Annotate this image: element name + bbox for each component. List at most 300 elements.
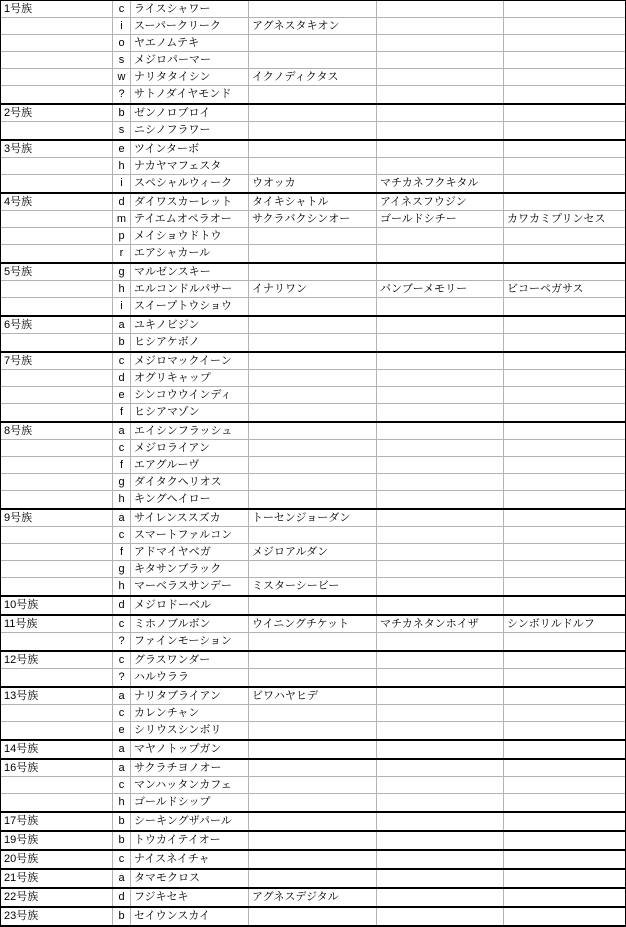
family-cell[interactable]: 21号族: [1, 870, 113, 887]
horse-name-cell[interactable]: [504, 1, 625, 17]
horse-name-cell[interactable]: [377, 741, 504, 758]
family-cell[interactable]: [1, 370, 113, 386]
horse-name-cell[interactable]: ナカヤマフェスタ: [131, 158, 249, 174]
horse-name-cell[interactable]: サクラバクシンオー: [249, 211, 377, 227]
family-cell[interactable]: 2号族: [1, 105, 113, 121]
horse-name-cell[interactable]: [249, 597, 377, 614]
branch-letter-cell[interactable]: c: [113, 705, 131, 721]
horse-name-cell[interactable]: [504, 264, 625, 280]
horse-name-cell[interactable]: [504, 228, 625, 244]
family-cell[interactable]: [1, 228, 113, 244]
horse-name-cell[interactable]: [377, 669, 504, 686]
horse-name-cell[interactable]: トウカイテイオー: [131, 832, 249, 849]
horse-name-cell[interactable]: [504, 35, 625, 51]
horse-name-cell[interactable]: メジロマックイーン: [131, 353, 249, 369]
family-cell[interactable]: [1, 561, 113, 577]
family-cell[interactable]: 6号族: [1, 317, 113, 333]
family-cell[interactable]: [1, 18, 113, 34]
horse-name-cell[interactable]: [504, 353, 625, 369]
horse-name-cell[interactable]: [249, 52, 377, 68]
horse-name-cell[interactable]: [249, 245, 377, 262]
horse-name-cell[interactable]: エアシャカール: [131, 245, 249, 262]
branch-letter-cell[interactable]: e: [113, 141, 131, 157]
horse-name-cell[interactable]: カレンチャン: [131, 705, 249, 721]
family-cell[interactable]: 9号族: [1, 510, 113, 526]
horse-name-cell[interactable]: [249, 561, 377, 577]
branch-letter-cell[interactable]: c: [113, 777, 131, 793]
horse-name-cell[interactable]: [249, 158, 377, 174]
horse-name-cell[interactable]: [504, 688, 625, 704]
horse-name-cell[interactable]: エアグルーヴ: [131, 457, 249, 473]
horse-name-cell[interactable]: [249, 86, 377, 103]
horse-name-cell[interactable]: [504, 317, 625, 333]
family-cell[interactable]: [1, 86, 113, 103]
horse-name-cell[interactable]: ニシノフラワー: [131, 122, 249, 139]
horse-name-cell[interactable]: [249, 669, 377, 686]
branch-letter-cell[interactable]: ?: [113, 633, 131, 650]
horse-name-cell[interactable]: [249, 741, 377, 758]
horse-name-cell[interactable]: [504, 741, 625, 758]
horse-name-cell[interactable]: サクラチヨノオー: [131, 760, 249, 776]
horse-name-cell[interactable]: [249, 722, 377, 739]
horse-name-cell[interactable]: [504, 813, 625, 830]
horse-name-cell[interactable]: [377, 652, 504, 668]
branch-letter-cell[interactable]: c: [113, 851, 131, 868]
branch-letter-cell[interactable]: b: [113, 334, 131, 351]
horse-name-cell[interactable]: [249, 491, 377, 508]
horse-name-cell[interactable]: [504, 544, 625, 560]
horse-name-cell[interactable]: [377, 851, 504, 868]
branch-letter-cell[interactable]: a: [113, 510, 131, 526]
branch-letter-cell[interactable]: b: [113, 908, 131, 925]
horse-name-cell[interactable]: [377, 440, 504, 456]
horse-name-cell[interactable]: [504, 633, 625, 650]
branch-letter-cell[interactable]: f: [113, 544, 131, 560]
horse-name-cell[interactable]: シーキングザパール: [131, 813, 249, 830]
family-cell[interactable]: 4号族: [1, 194, 113, 210]
horse-name-cell[interactable]: [377, 457, 504, 473]
family-cell[interactable]: [1, 578, 113, 595]
horse-name-cell[interactable]: [504, 722, 625, 739]
family-cell[interactable]: [1, 491, 113, 508]
horse-name-cell[interactable]: オグリキャップ: [131, 370, 249, 386]
horse-name-cell[interactable]: [249, 228, 377, 244]
horse-name-cell[interactable]: [249, 813, 377, 830]
horse-name-cell[interactable]: [377, 760, 504, 776]
horse-name-cell[interactable]: [504, 597, 625, 614]
horse-name-cell[interactable]: [504, 440, 625, 456]
horse-name-cell[interactable]: ヤエノムテキ: [131, 35, 249, 51]
family-cell[interactable]: 22号族: [1, 889, 113, 906]
horse-name-cell[interactable]: マルゼンスキー: [131, 264, 249, 280]
horse-name-cell[interactable]: [377, 122, 504, 139]
horse-name-cell[interactable]: [249, 1, 377, 17]
horse-name-cell[interactable]: [249, 35, 377, 51]
horse-name-cell[interactable]: [377, 298, 504, 315]
horse-name-cell[interactable]: [249, 334, 377, 351]
horse-name-cell[interactable]: [504, 404, 625, 421]
horse-name-cell[interactable]: [377, 404, 504, 421]
horse-name-cell[interactable]: [377, 722, 504, 739]
family-cell[interactable]: [1, 777, 113, 793]
horse-name-cell[interactable]: [377, 353, 504, 369]
horse-name-cell[interactable]: [504, 175, 625, 192]
horse-name-cell[interactable]: [504, 86, 625, 103]
horse-name-cell[interactable]: [377, 264, 504, 280]
horse-name-cell[interactable]: [377, 69, 504, 85]
horse-name-cell[interactable]: ビコーペガサス: [507, 283, 584, 295]
horse-name-cell[interactable]: [504, 777, 625, 793]
branch-letter-cell[interactable]: i: [113, 298, 131, 315]
horse-name-cell[interactable]: エイシンフラッシュ: [131, 423, 249, 439]
horse-name-cell[interactable]: ツインターボ: [131, 141, 249, 157]
horse-name-cell[interactable]: ミスターシービー: [249, 578, 377, 595]
branch-letter-cell[interactable]: e: [113, 722, 131, 739]
horse-name-cell[interactable]: [377, 1, 504, 17]
horse-name-cell[interactable]: [504, 245, 625, 262]
horse-name-cell[interactable]: ダイワスカーレット: [131, 194, 249, 210]
branch-letter-cell[interactable]: a: [113, 317, 131, 333]
branch-letter-cell[interactable]: d: [113, 889, 131, 906]
family-cell[interactable]: 14号族: [1, 741, 113, 758]
horse-name-cell[interactable]: [249, 760, 377, 776]
horse-name-cell[interactable]: サイレンススズカ: [131, 510, 249, 526]
horse-name-cell[interactable]: [504, 474, 625, 490]
horse-name-cell[interactable]: ナリタブライアン: [131, 688, 249, 704]
horse-name-cell[interactable]: [377, 813, 504, 830]
horse-name-cell[interactable]: [377, 832, 504, 849]
branch-letter-cell[interactable]: h: [113, 491, 131, 508]
horse-name-cell[interactable]: [504, 870, 625, 887]
branch-letter-cell[interactable]: i: [113, 18, 131, 34]
horse-name-cell[interactable]: [504, 669, 625, 686]
horse-name-cell[interactable]: [377, 474, 504, 490]
horse-name-cell[interactable]: [249, 474, 377, 490]
horse-name-cell[interactable]: [504, 510, 625, 526]
horse-name-cell[interactable]: [377, 491, 504, 508]
horse-name-cell[interactable]: [377, 423, 504, 439]
family-cell[interactable]: [1, 705, 113, 721]
family-cell[interactable]: [1, 298, 113, 315]
horse-name-cell[interactable]: ゴールドシチー: [377, 211, 504, 227]
branch-letter-cell[interactable]: g: [113, 474, 131, 490]
horse-name-cell[interactable]: [377, 908, 504, 925]
horse-name-cell[interactable]: [249, 423, 377, 439]
family-cell[interactable]: 23号族: [1, 908, 113, 925]
horse-name-cell[interactable]: [249, 794, 377, 811]
branch-letter-cell[interactable]: c: [113, 440, 131, 456]
horse-name-cell[interactable]: [504, 652, 625, 668]
horse-name-cell[interactable]: [377, 387, 504, 403]
branch-letter-cell[interactable]: p: [113, 228, 131, 244]
horse-name-cell[interactable]: [504, 908, 625, 925]
family-cell[interactable]: 16号族: [1, 760, 113, 776]
horse-name-cell[interactable]: ナイスネイチャ: [131, 851, 249, 868]
horse-name-cell[interactable]: [377, 777, 504, 793]
horse-name-cell[interactable]: [504, 387, 625, 403]
horse-name-cell[interactable]: [377, 688, 504, 704]
horse-name-cell[interactable]: [377, 245, 504, 262]
horse-name-cell[interactable]: [377, 370, 504, 386]
family-cell[interactable]: [1, 387, 113, 403]
family-cell[interactable]: [1, 440, 113, 456]
branch-letter-cell[interactable]: r: [113, 245, 131, 262]
horse-name-cell[interactable]: サトノダイヤモンド: [131, 86, 249, 103]
branch-letter-cell[interactable]: c: [113, 353, 131, 369]
branch-letter-cell[interactable]: g: [113, 264, 131, 280]
horse-name-cell[interactable]: ライスシャワー: [131, 1, 249, 17]
horse-name-cell[interactable]: メイショウドトウ: [131, 228, 249, 244]
branch-letter-cell[interactable]: g: [113, 561, 131, 577]
branch-letter-cell[interactable]: m: [113, 211, 131, 227]
horse-name-cell[interactable]: スペシャルウィーク: [131, 175, 249, 192]
branch-letter-cell[interactable]: c: [113, 527, 131, 543]
horse-name-cell[interactable]: テイエムオペラオー: [131, 211, 249, 227]
horse-name-cell[interactable]: [377, 35, 504, 51]
horse-name-cell[interactable]: アドマイヤベガ: [131, 544, 249, 560]
horse-name-cell[interactable]: [249, 141, 377, 157]
branch-letter-cell[interactable]: a: [113, 688, 131, 704]
horse-name-cell[interactable]: [377, 705, 504, 721]
horse-name-cell[interactable]: [504, 52, 625, 68]
horse-name-cell[interactable]: [377, 527, 504, 543]
horse-name-cell[interactable]: トーセンジョーダン: [249, 510, 377, 526]
horse-name-cell[interactable]: ビワハヤヒデ: [249, 688, 377, 704]
horse-name-cell[interactable]: [249, 705, 377, 721]
branch-letter-cell[interactable]: c: [113, 652, 131, 668]
horse-name-cell[interactable]: ゴールドシップ: [131, 794, 249, 811]
branch-letter-cell[interactable]: h: [113, 794, 131, 811]
family-cell[interactable]: [1, 281, 113, 297]
branch-letter-cell[interactable]: i: [113, 175, 131, 192]
horse-name-cell[interactable]: グラスワンダー: [131, 652, 249, 668]
family-cell[interactable]: [1, 158, 113, 174]
horse-name-cell[interactable]: [504, 457, 625, 473]
branch-letter-cell[interactable]: a: [113, 870, 131, 887]
horse-name-cell[interactable]: マチカネタンホイザ: [377, 616, 504, 632]
horse-name-cell[interactable]: [504, 705, 625, 721]
family-cell[interactable]: [1, 474, 113, 490]
horse-name-cell[interactable]: [249, 387, 377, 403]
horse-name-cell[interactable]: [249, 832, 377, 849]
horse-name-cell[interactable]: フジキセキ: [131, 889, 249, 906]
horse-name-cell[interactable]: ナリタタイシン: [131, 69, 249, 85]
horse-name-cell[interactable]: [377, 141, 504, 157]
horse-name-cell[interactable]: [377, 870, 504, 887]
family-cell[interactable]: [1, 69, 113, 85]
family-cell[interactable]: [1, 669, 113, 686]
family-cell[interactable]: 17号族: [1, 813, 113, 830]
horse-name-cell[interactable]: シリウスシンボリ: [131, 722, 249, 739]
branch-letter-cell[interactable]: b: [113, 813, 131, 830]
horse-name-cell[interactable]: アイネスフウジン: [377, 194, 504, 210]
horse-name-cell[interactable]: [504, 141, 625, 157]
horse-name-cell[interactable]: [504, 527, 625, 543]
horse-name-cell[interactable]: タイキシャトル: [249, 194, 377, 210]
horse-name-cell[interactable]: [377, 334, 504, 351]
family-cell[interactable]: [1, 527, 113, 543]
horse-name-cell[interactable]: [377, 633, 504, 650]
horse-name-cell[interactable]: [249, 298, 377, 315]
branch-letter-cell[interactable]: ?: [113, 86, 131, 103]
horse-name-cell[interactable]: [504, 194, 625, 210]
branch-letter-cell[interactable]: s: [113, 122, 131, 139]
horse-name-cell[interactable]: ウイニングチケット: [249, 616, 377, 632]
horse-name-cell[interactable]: アグネスデジタル: [249, 889, 377, 906]
horse-name-cell[interactable]: カワカミプリンセス: [507, 213, 606, 225]
horse-name-cell[interactable]: エルコンドルパサー: [131, 281, 249, 297]
horse-name-cell[interactable]: イクノディクタス: [249, 69, 377, 85]
horse-name-cell[interactable]: [377, 561, 504, 577]
family-cell[interactable]: 11号族: [1, 616, 113, 632]
horse-name-cell[interactable]: [377, 510, 504, 526]
horse-name-cell[interactable]: [377, 228, 504, 244]
horse-name-cell[interactable]: [377, 889, 504, 906]
horse-name-cell[interactable]: キングヘイロー: [131, 491, 249, 508]
horse-name-cell[interactable]: [377, 597, 504, 614]
horse-name-cell[interactable]: ヒシアケボノ: [131, 334, 249, 351]
horse-name-cell[interactable]: [504, 158, 625, 174]
family-cell[interactable]: [1, 334, 113, 351]
family-cell[interactable]: [1, 52, 113, 68]
horse-name-cell[interactable]: [249, 404, 377, 421]
horse-name-cell[interactable]: [377, 158, 504, 174]
horse-name-cell[interactable]: [504, 794, 625, 811]
horse-name-cell[interactable]: [504, 105, 625, 121]
horse-name-cell[interactable]: [249, 105, 377, 121]
horse-name-cell[interactable]: [249, 633, 377, 650]
horse-name-cell[interactable]: キタサンブラック: [131, 561, 249, 577]
horse-name-cell[interactable]: アグネスタキオン: [249, 18, 377, 34]
horse-name-cell[interactable]: マチカネフクキタル: [377, 175, 504, 192]
horse-name-cell[interactable]: メジロライアン: [131, 440, 249, 456]
horse-name-cell[interactable]: セイウンスカイ: [131, 908, 249, 925]
branch-letter-cell[interactable]: b: [113, 832, 131, 849]
family-cell[interactable]: [1, 245, 113, 262]
family-cell[interactable]: 20号族: [1, 851, 113, 868]
family-cell[interactable]: 12号族: [1, 652, 113, 668]
horse-name-cell[interactable]: スーパークリーク: [131, 18, 249, 34]
horse-name-cell[interactable]: ヒシアマゾン: [131, 404, 249, 421]
horse-name-cell[interactable]: ウオッカ: [249, 175, 377, 192]
horse-name-cell[interactable]: [377, 18, 504, 34]
branch-letter-cell[interactable]: d: [113, 370, 131, 386]
family-cell[interactable]: [1, 722, 113, 739]
horse-name-cell[interactable]: [249, 440, 377, 456]
branch-letter-cell[interactable]: c: [113, 1, 131, 17]
family-cell[interactable]: 7号族: [1, 353, 113, 369]
horse-name-cell[interactable]: スイープトウショウ: [131, 298, 249, 315]
horse-name-cell[interactable]: [249, 457, 377, 473]
branch-letter-cell[interactable]: h: [113, 578, 131, 595]
family-cell[interactable]: [1, 633, 113, 650]
branch-letter-cell[interactable]: a: [113, 760, 131, 776]
horse-name-cell[interactable]: メジロドーベル: [131, 597, 249, 614]
branch-letter-cell[interactable]: h: [113, 158, 131, 174]
horse-name-cell[interactable]: [504, 889, 625, 906]
horse-name-cell[interactable]: メジロアルダン: [249, 544, 377, 560]
branch-letter-cell[interactable]: f: [113, 457, 131, 473]
branch-letter-cell[interactable]: c: [113, 616, 131, 632]
horse-name-cell[interactable]: [249, 851, 377, 868]
family-cell[interactable]: 1号族: [1, 1, 113, 17]
horse-name-cell[interactable]: [504, 334, 625, 351]
horse-name-cell[interactable]: シンボリルドルフ: [507, 618, 595, 630]
horse-name-cell[interactable]: マンハッタンカフェ: [131, 777, 249, 793]
family-cell[interactable]: 10号族: [1, 597, 113, 614]
horse-name-cell[interactable]: [504, 122, 625, 139]
family-cell[interactable]: [1, 211, 113, 227]
horse-name-cell[interactable]: [249, 777, 377, 793]
horse-name-cell[interactable]: [504, 561, 625, 577]
horse-name-cell[interactable]: [249, 317, 377, 333]
branch-letter-cell[interactable]: ?: [113, 669, 131, 686]
horse-name-cell[interactable]: [249, 353, 377, 369]
horse-name-cell[interactable]: [504, 491, 625, 508]
family-cell[interactable]: 8号族: [1, 423, 113, 439]
horse-name-cell[interactable]: [377, 317, 504, 333]
horse-name-cell[interactable]: [504, 423, 625, 439]
horse-name-cell[interactable]: [504, 760, 625, 776]
horse-name-cell[interactable]: [504, 832, 625, 849]
branch-letter-cell[interactable]: d: [113, 194, 131, 210]
horse-name-cell[interactable]: タマモクロス: [131, 870, 249, 887]
family-cell[interactable]: [1, 794, 113, 811]
branch-letter-cell[interactable]: e: [113, 387, 131, 403]
horse-name-cell[interactable]: [377, 578, 504, 595]
branch-letter-cell[interactable]: b: [113, 105, 131, 121]
horse-name-cell[interactable]: [249, 652, 377, 668]
horse-name-cell[interactable]: [249, 122, 377, 139]
family-cell[interactable]: 5号族: [1, 264, 113, 280]
branch-letter-cell[interactable]: w: [113, 69, 131, 85]
horse-name-cell[interactable]: ダイタクヘリオス: [131, 474, 249, 490]
horse-name-cell[interactable]: シンコウウインディ: [131, 387, 249, 403]
horse-name-cell[interactable]: マーベラスサンデー: [131, 578, 249, 595]
branch-letter-cell[interactable]: f: [113, 404, 131, 421]
family-cell[interactable]: [1, 404, 113, 421]
horse-name-cell[interactable]: [249, 370, 377, 386]
horse-name-cell[interactable]: [249, 908, 377, 925]
horse-name-cell[interactable]: [377, 105, 504, 121]
horse-name-cell[interactable]: [249, 264, 377, 280]
horse-name-cell[interactable]: マヤノトップガン: [131, 741, 249, 758]
horse-name-cell[interactable]: [377, 52, 504, 68]
family-cell[interactable]: [1, 122, 113, 139]
horse-name-cell[interactable]: [249, 527, 377, 543]
horse-name-cell[interactable]: バンブーメモリー: [377, 281, 504, 297]
family-cell[interactable]: 13号族: [1, 688, 113, 704]
family-cell[interactable]: [1, 457, 113, 473]
branch-letter-cell[interactable]: d: [113, 597, 131, 614]
family-cell[interactable]: [1, 544, 113, 560]
family-cell[interactable]: [1, 175, 113, 192]
horse-name-cell[interactable]: [504, 851, 625, 868]
family-cell[interactable]: [1, 35, 113, 51]
branch-letter-cell[interactable]: s: [113, 52, 131, 68]
horse-name-cell[interactable]: [504, 298, 625, 315]
horse-name-cell[interactable]: [249, 870, 377, 887]
horse-name-cell[interactable]: スマートファルコン: [131, 527, 249, 543]
branch-letter-cell[interactable]: o: [113, 35, 131, 51]
horse-name-cell[interactable]: [504, 578, 625, 595]
horse-name-cell[interactable]: [504, 69, 625, 85]
horse-name-cell[interactable]: [377, 544, 504, 560]
horse-name-cell[interactable]: ファインモーション: [131, 633, 249, 650]
horse-name-cell[interactable]: イナリワン: [249, 281, 377, 297]
horse-name-cell[interactable]: [504, 18, 625, 34]
horse-name-cell[interactable]: [377, 794, 504, 811]
